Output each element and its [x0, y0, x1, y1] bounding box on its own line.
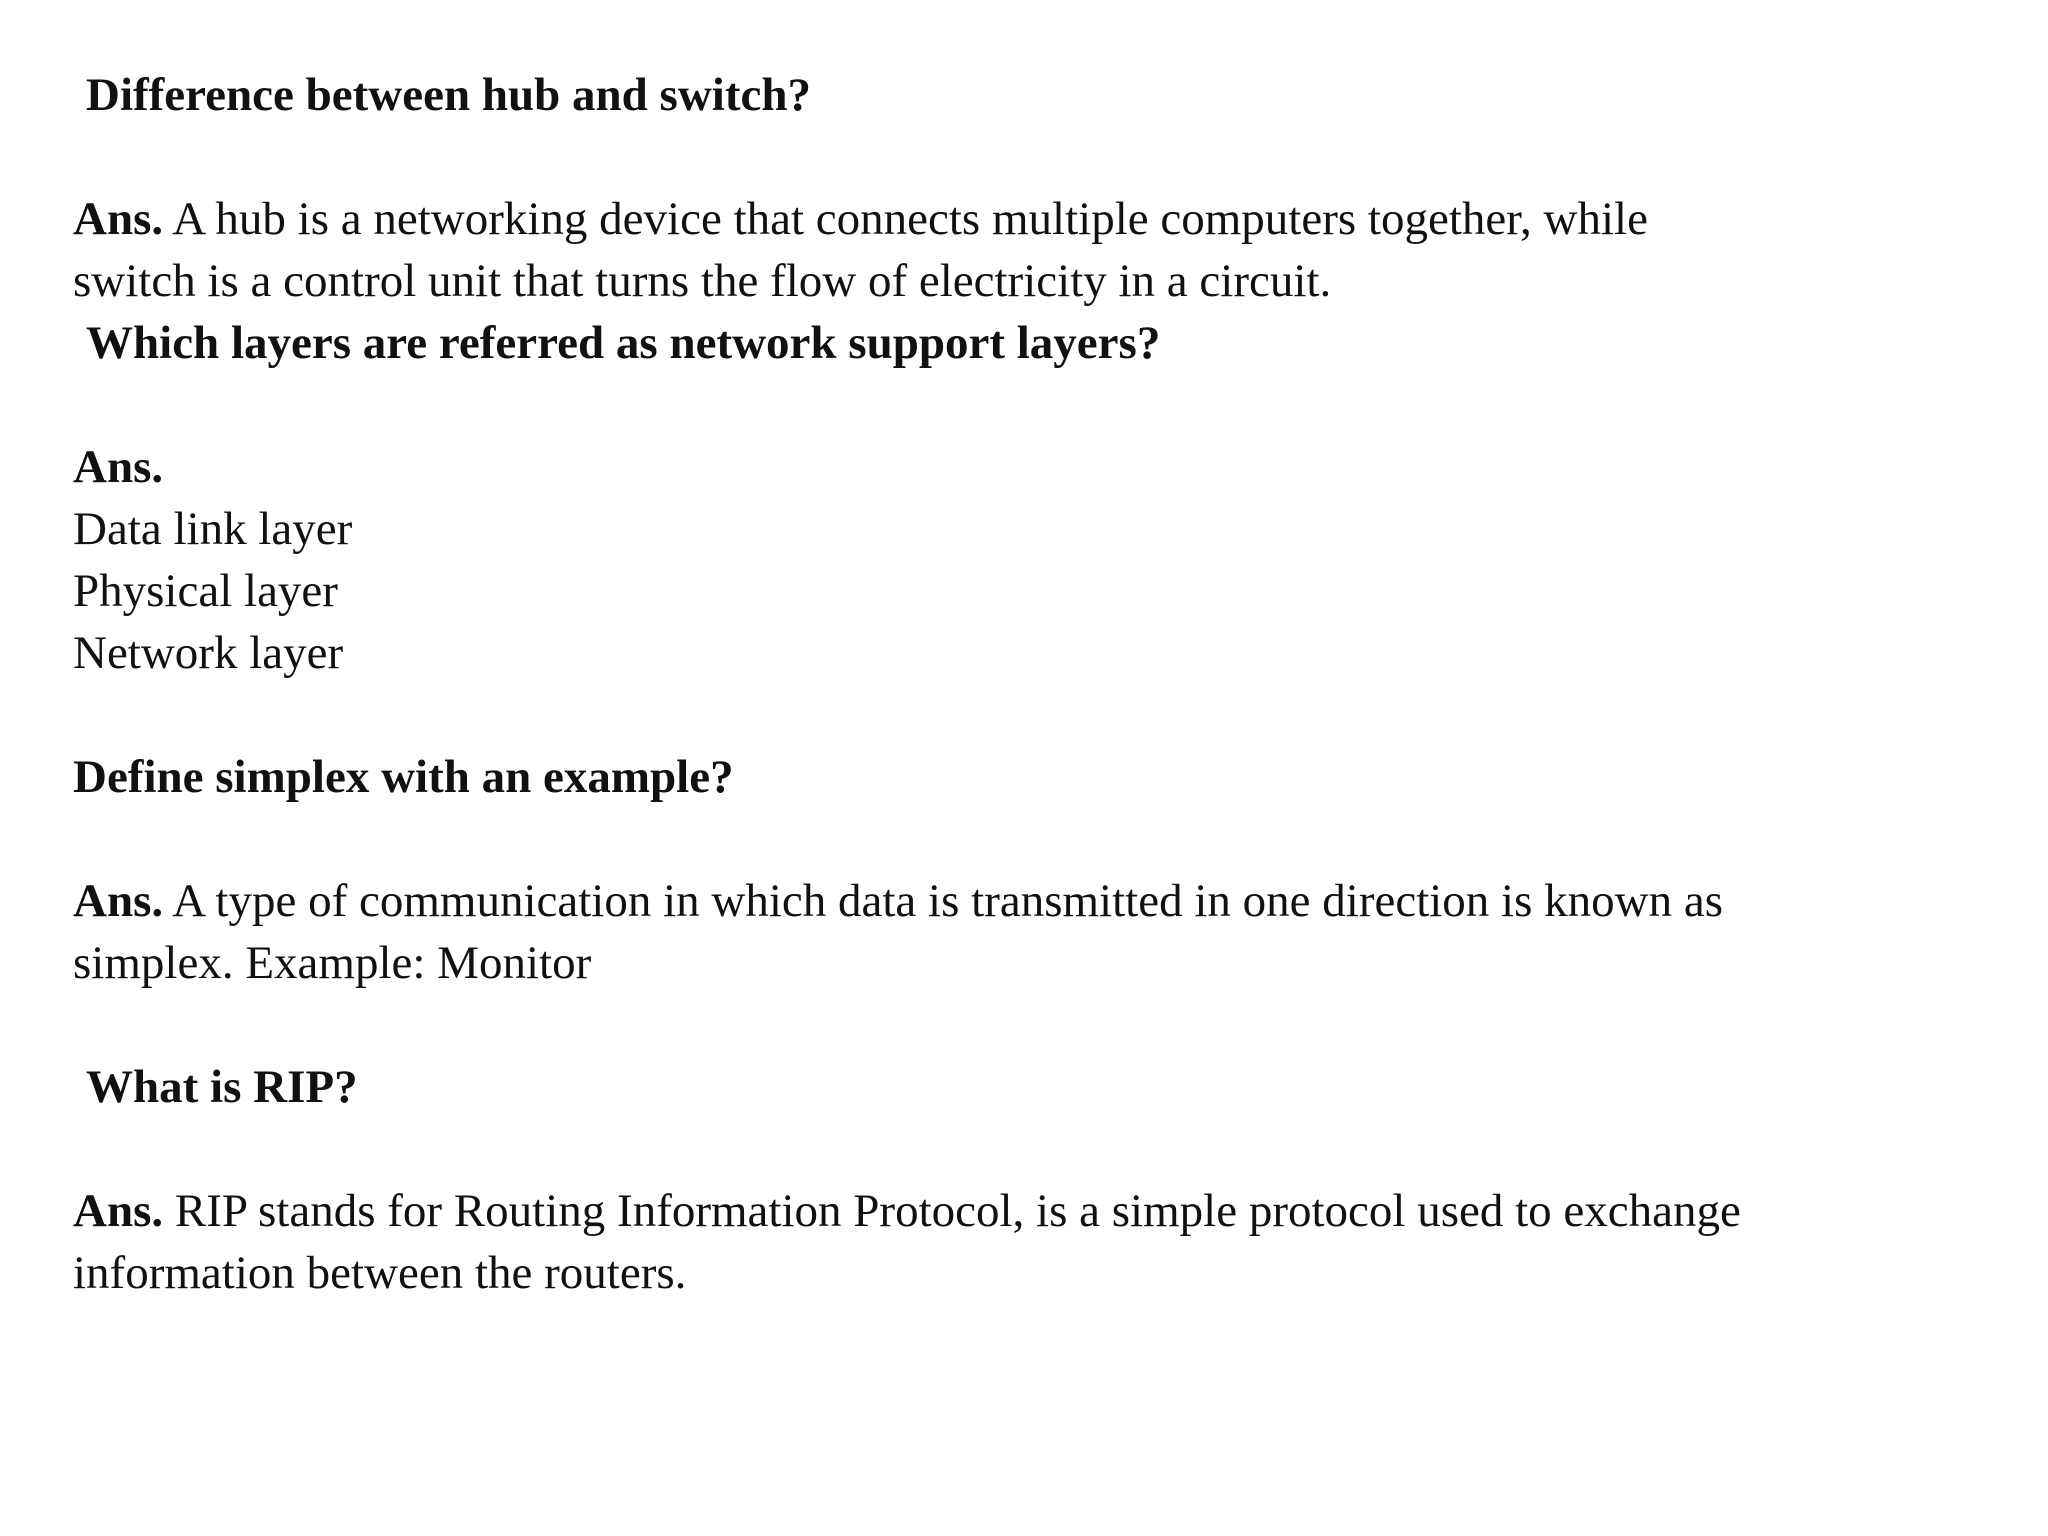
- spacer: [73, 994, 2003, 1056]
- answer-label: Ans.: [73, 1185, 164, 1237]
- qa-document: [73, 64, 2003, 1304]
- spacer: [73, 684, 2003, 746]
- answer-label: Ans.: [73, 193, 164, 245]
- answer-simplex-line-1: [73, 870, 2003, 932]
- spacer: [73, 374, 2003, 436]
- answer-text: A type of communication in which data is transmitted in one direction is known as: [172, 875, 1723, 927]
- answer-rip-line-2: information between the routers.: [73, 1247, 687, 1299]
- answer-simplex-line-2: simplex. Example: Monitor: [73, 937, 592, 989]
- question-network-support-layers: Which layers are referred as network support layers?: [86, 317, 1161, 369]
- spacer: [73, 126, 2003, 188]
- answer-text: RIP stands for Routing Information Protocol, is a simple protocol used to exchange: [174, 1185, 1741, 1237]
- answer-label: Ans.: [73, 875, 164, 927]
- question-hub-switch: Difference between hub and switch?: [86, 69, 811, 121]
- answer-hub-switch-line-2: switch is a control unit that turns the flow of electricity in a circuit.: [73, 255, 1332, 307]
- spacer: [73, 808, 2003, 870]
- answer-list-item: Network layer: [73, 627, 344, 679]
- answer-label: Ans.: [73, 441, 164, 493]
- answer-text: A hub is a networking device that connects multiple computers together, while: [172, 193, 1648, 245]
- question-simplex: Define simplex with an example?: [73, 751, 734, 803]
- spacer: [73, 1118, 2003, 1180]
- answer-list-item: Data link layer: [73, 503, 353, 555]
- answer-hub-switch-line-1: [73, 188, 2003, 250]
- answer-list-item: Physical layer: [73, 565, 338, 617]
- question-rip: What is RIP?: [86, 1061, 358, 1113]
- answer-rip-line-1: [73, 1180, 2003, 1242]
